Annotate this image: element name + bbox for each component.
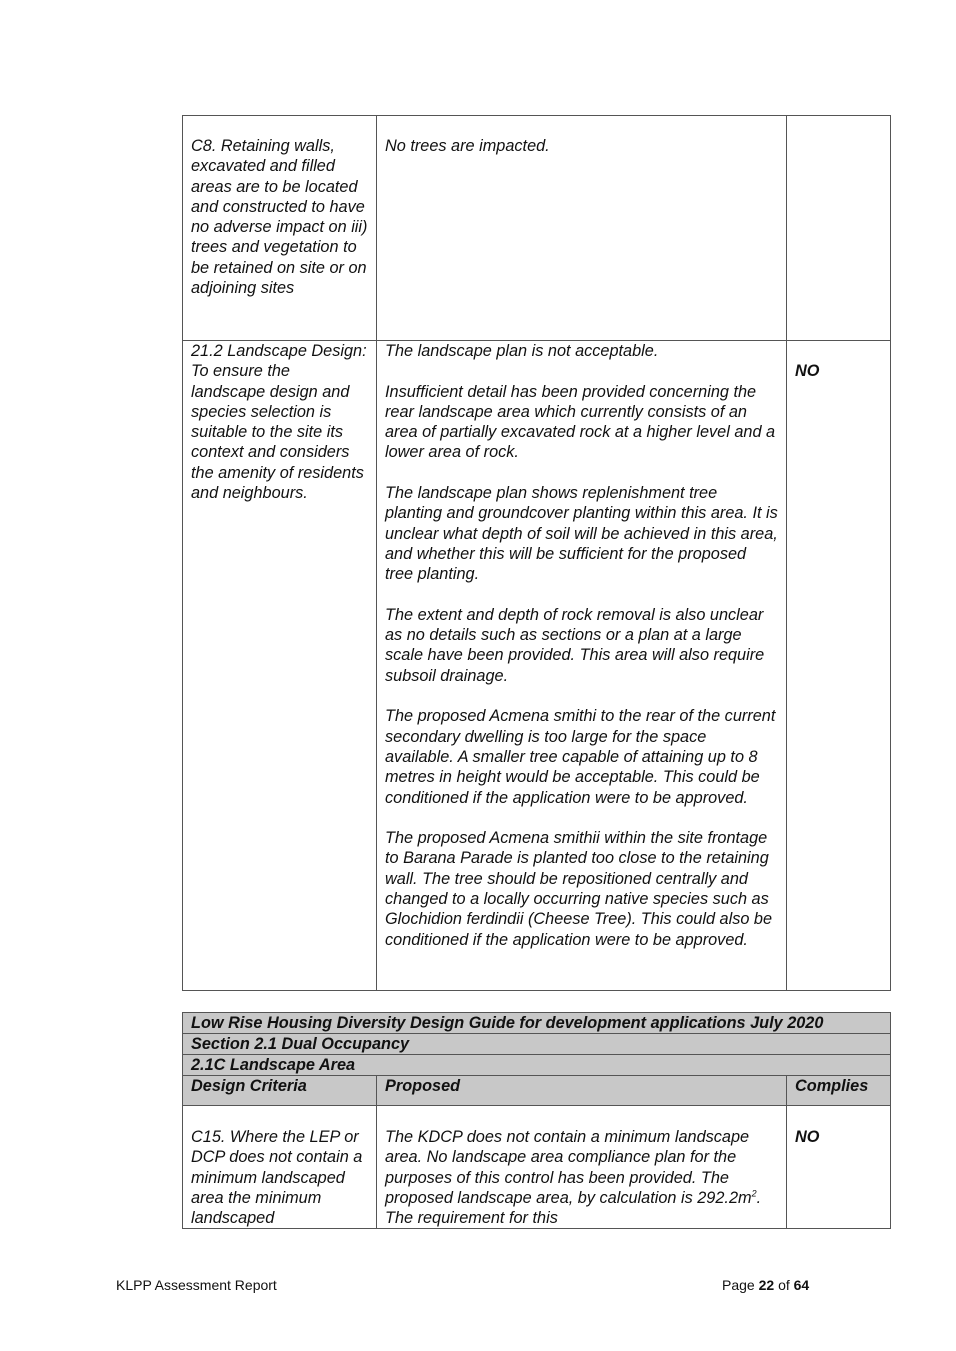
criteria-text: To ensure the landscape design and species selection is suitable to the site its context and considers the amenity of residents and neighbours. [191, 362, 364, 503]
table-row [183, 341, 891, 991]
page-total: 64 [793, 1277, 810, 1293]
criteria-title: 21.2 Landscape Design: [191, 342, 367, 360]
proposed-paragraph: Insufficient detail has been provided concerning the rear landscape area which currently consists of an area of partially excavated rock at a higher level and a lower area of rock. [385, 382, 776, 462]
page-word: Page [722, 1277, 755, 1293]
proposed-text [385, 1127, 778, 1228]
table-heading-row [183, 1013, 891, 1034]
complies-text: NO [795, 1128, 820, 1146]
table-row [183, 1106, 891, 1229]
table-row [183, 116, 891, 341]
criteria-text: C8. Retaining walls, excavated and filled areas are to be located and constructed to have no adverse impact on iii) trees and vegetation to be retained on site or on adjoining sites [191, 137, 368, 298]
page-current: 22 [758, 1277, 775, 1293]
complies-cell [787, 1106, 891, 1229]
criteria-cell [183, 1106, 377, 1229]
proposed-cell [377, 341, 787, 991]
proposed-text-part: . The requirement for this [385, 1188, 762, 1228]
criteria-cell [183, 116, 377, 341]
proposed-paragraph: The extent and depth of rock removal is also unclear as no details such as sections or a plan at a large scale have been provided. This area will also require subsoil drainage. [385, 605, 765, 685]
complies-cell [787, 341, 891, 991]
of-word: of [778, 1277, 790, 1293]
criteria-cell [183, 341, 377, 991]
compliance-table-2 [182, 1012, 891, 1229]
footer-left: KLPP Assessment Report [116, 1277, 277, 1293]
section-heading: Section 2.1 Dual Occupancy [183, 1034, 891, 1055]
complies-text: NO [795, 362, 820, 380]
superscript: 2 [751, 1188, 757, 1199]
proposed-paragraph: The proposed Acmena smithii within the site frontage to Barana Parade is planted too close to the retaining wall. The tree should be repositioned centrally and changed to a locally occurring native species such as Glochidion ferdindii (Cheese Tree). This could also be conditioned if the application were to be approved. [385, 829, 773, 949]
proposed-paragraph: The proposed Acmena smithi to the rear of the current secondary dwelling is too large for the space available. A smaller tree capable of attaining up to 8 metres in height would be acceptable. This could be conditioned if the application were to be approved. [385, 707, 776, 807]
column-header-proposed: Proposed [377, 1076, 787, 1106]
proposed-paragraph: The landscape plan is not acceptable. [385, 342, 659, 360]
proposed-cell [377, 1106, 787, 1229]
criteria-text: C15. Where the LEP or DCP does not contain a minimum landscaped area the minimum landscaped [191, 1128, 363, 1228]
proposed-text: No trees are impacted. [385, 137, 550, 155]
footer-page-number [722, 1277, 809, 1293]
table-heading-row [183, 1055, 891, 1076]
column-header-criteria: Design Criteria [183, 1076, 377, 1106]
table-heading-row [183, 1034, 891, 1055]
complies-cell [787, 116, 891, 341]
subsection-heading: 2.1C Landscape Area [183, 1055, 891, 1076]
proposed-paragraph: The landscape plan shows replenishment tree planting and groundcover planting within this area. It is unclear what depth of soil will be achieved in this area, and whether this will be sufficient for the proposed tree planting. [385, 484, 778, 584]
column-header-complies: Complies [787, 1076, 891, 1106]
proposed-text-part: The KDCP does not contain a minimum landscape area. No landscape area compliance plan for the purposes of this control has been provided. The proposed landscape area, by calculation is 292.2m [385, 1128, 752, 1207]
column-header-row [183, 1076, 891, 1106]
guide-heading: Low Rise Housing Diversity Design Guide for development applications July 2020 [183, 1013, 891, 1034]
proposed-cell [377, 116, 787, 341]
compliance-table-1 [182, 115, 891, 991]
